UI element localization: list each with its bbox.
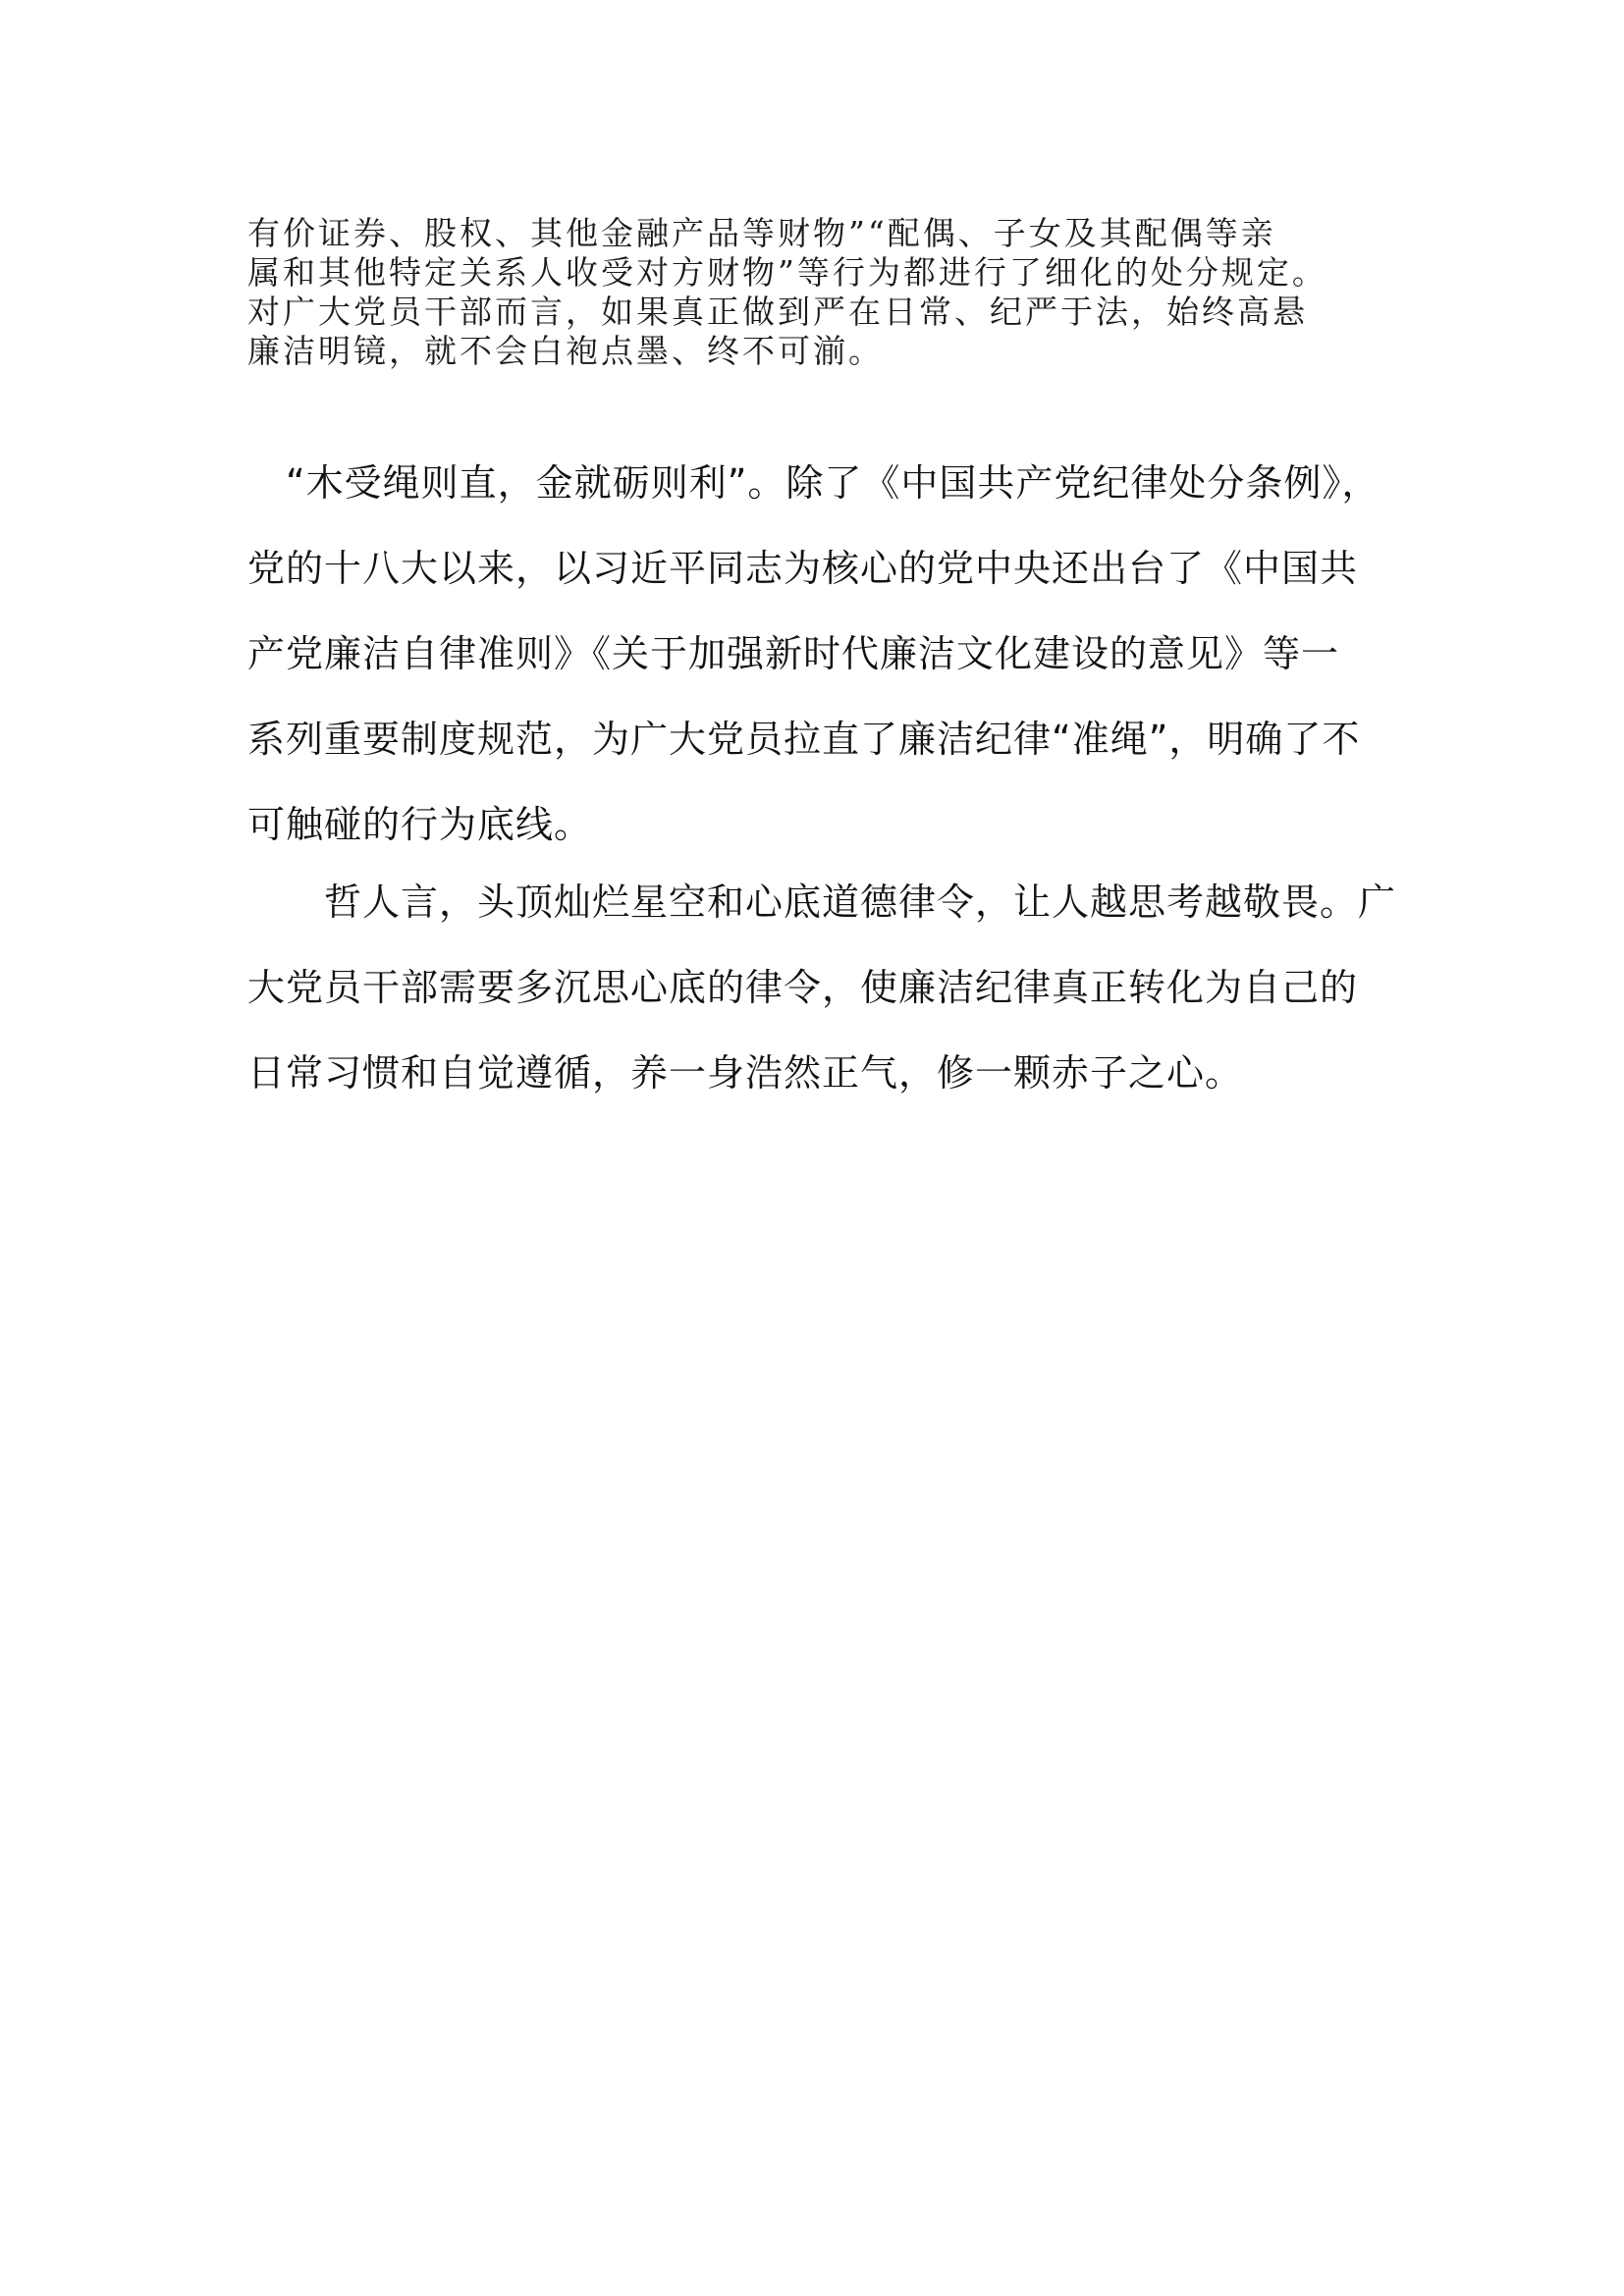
paragraph-3 [247, 860, 1406, 1116]
paragraph-3-line: 日常习惯和自觉遵循，养一身浩然正气，修一颗赤子之心。 [247, 1051, 1244, 1095]
paragraph-2-line: 党的十八大以来，以习近平同志为核心的党中央还出台了《中国共 [247, 547, 1359, 590]
paragraph-3-line: 大党员干部需要多沉思心底的律令，使廉洁纪律真正转化为自己的 [247, 966, 1359, 1009]
paragraph-2-line: “木受绳则直，金就砺则利”。除了《中国共产党纪律处分条例》， [247, 461, 1380, 505]
paragraph-2-line: 系列重要制度规范，为广大党员拉直了廉洁纪律“准绳”，明确了不 [247, 718, 1361, 761]
paragraph-2 [247, 441, 1406, 868]
paragraph-2-line: 产党廉洁自律准则》《关于加强新时代廉洁文化建设的意见》等一 [247, 632, 1340, 675]
paragraph-3-line: 哲人言，头顶灿烂星空和心底道德律令，让人越思考越敬畏。广 [247, 881, 1397, 924]
paragraph-2-line: 可触碰的行为底线。 [247, 803, 593, 846]
paragraph-1-line: 对广大党员干部而言，如果真正做到严在日常、纪严于法，始终高悬 [247, 293, 1308, 331]
paragraph-1-line: 廉洁明镜，就不会白袍点墨、终不可湔。 [247, 332, 884, 370]
paragraph-1-line: 有价证券、股权、其他金融产品等财物”“配偶、子女及其配偶等亲 [247, 214, 1276, 252]
paragraph-1-line: 属和其他特定关系人收受对方财物”等行为都进行了细化的处分规定。 [247, 253, 1327, 292]
paragraph-1 [247, 214, 1386, 371]
